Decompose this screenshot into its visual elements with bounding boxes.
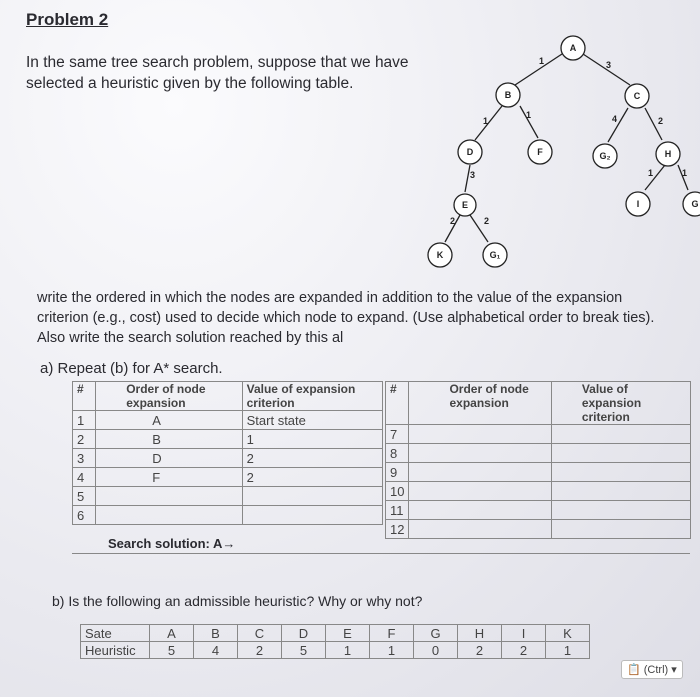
edge-label-c-h: 2 bbox=[658, 116, 664, 126]
node-e-label: E bbox=[461, 200, 469, 210]
node-a-label: A bbox=[569, 43, 577, 53]
table-row: 2 B 1 bbox=[73, 430, 383, 449]
intro-text: In the same tree search problem, suppose that we have selected a heuristic given by the following table. bbox=[26, 54, 409, 92]
expansion-table-left bbox=[72, 381, 383, 525]
edge-label-a-c: 3 bbox=[606, 60, 612, 70]
table-row: 1 A Start state bbox=[73, 411, 383, 430]
col-header-value-right: Value of expansion criterion bbox=[551, 382, 690, 425]
edge-label-e-g1: 2 bbox=[484, 216, 490, 226]
heuristic-table bbox=[80, 624, 590, 659]
table-row: 12 bbox=[386, 520, 691, 539]
node-k-label: K bbox=[436, 250, 444, 260]
col-header-num: # bbox=[73, 382, 96, 411]
table-bottom-border bbox=[72, 553, 690, 554]
table-row: 4 F 2 bbox=[73, 468, 383, 487]
node-f-label: F bbox=[537, 147, 543, 157]
table-row: 5 bbox=[73, 487, 383, 506]
table-row: 6 bbox=[73, 506, 383, 525]
edge-label-b-f: 1 bbox=[526, 110, 532, 120]
clipboard-icon: 📋 bbox=[627, 664, 641, 676]
part-a-heading: a) Repeat (b) for A* search. bbox=[40, 360, 223, 377]
col-header-order-right: Order of node expansion bbox=[409, 382, 551, 425]
col-header-num-right: # bbox=[386, 382, 409, 425]
edge-label-e-k: 2 bbox=[450, 216, 456, 226]
problem-title: Problem 2 bbox=[26, 10, 109, 29]
node-h-label: H bbox=[664, 149, 672, 159]
part-b-heading: b) Is the following an admissible heuristic? Why or why not? bbox=[52, 593, 423, 609]
paste-options-button[interactable] bbox=[621, 660, 683, 679]
edge-label-d-e: 3 bbox=[470, 170, 476, 180]
table-row: 3 D 2 bbox=[73, 449, 383, 468]
chevron-down-icon: ▾ bbox=[671, 664, 677, 676]
edge-c-g2 bbox=[608, 108, 628, 142]
heuristic-row-label: Heuristic bbox=[81, 642, 150, 659]
edge-label-b-d: 1 bbox=[483, 116, 489, 126]
edge-b-d bbox=[475, 106, 502, 140]
table-row: 11 bbox=[386, 501, 691, 520]
node-i-label: I bbox=[636, 199, 640, 209]
table-row: 10 bbox=[386, 482, 691, 501]
node-b-label: B bbox=[504, 90, 512, 100]
edge-label-h-i: 1 bbox=[648, 168, 654, 178]
node-g-label: G bbox=[691, 199, 699, 209]
node-g2-label: G₂ bbox=[599, 151, 611, 161]
expansion-table-right bbox=[385, 381, 691, 539]
table-row: 7 bbox=[386, 425, 691, 444]
node-c-label: C bbox=[633, 91, 641, 101]
paste-options-label: (Ctrl) bbox=[643, 664, 669, 676]
search-tree-diagram bbox=[420, 30, 700, 280]
col-header-value: Value of expansion criterion bbox=[242, 382, 382, 411]
table-row: 8 bbox=[386, 444, 691, 463]
edge-label-h-g: 1 bbox=[682, 168, 688, 178]
table-row: 9 bbox=[386, 463, 691, 482]
edge-label-c-g2: 4 bbox=[612, 114, 618, 124]
instructions-text: write the ordered in which the nodes are expanded in addition to the value of the expansion criterion (e.g., cost) used to decide which node to expand. (Use alphabetical order to break ties). Also write the search solution reached by this al bbox=[37, 290, 655, 346]
col-header-order: Order of node expansion bbox=[96, 382, 242, 411]
search-solution[interactable]: Search solution: A→ bbox=[108, 536, 236, 551]
node-g1-label: G₁ bbox=[489, 250, 501, 260]
table-row: Sate A B C D E F G H I K bbox=[81, 625, 590, 642]
state-row-label: Sate bbox=[81, 625, 150, 642]
table-row: Heuristic 5 4 2 5 1 1 0 2 2 1 bbox=[81, 642, 590, 659]
edge-label-a-b: 1 bbox=[539, 56, 545, 66]
node-d-label: D bbox=[466, 147, 474, 157]
